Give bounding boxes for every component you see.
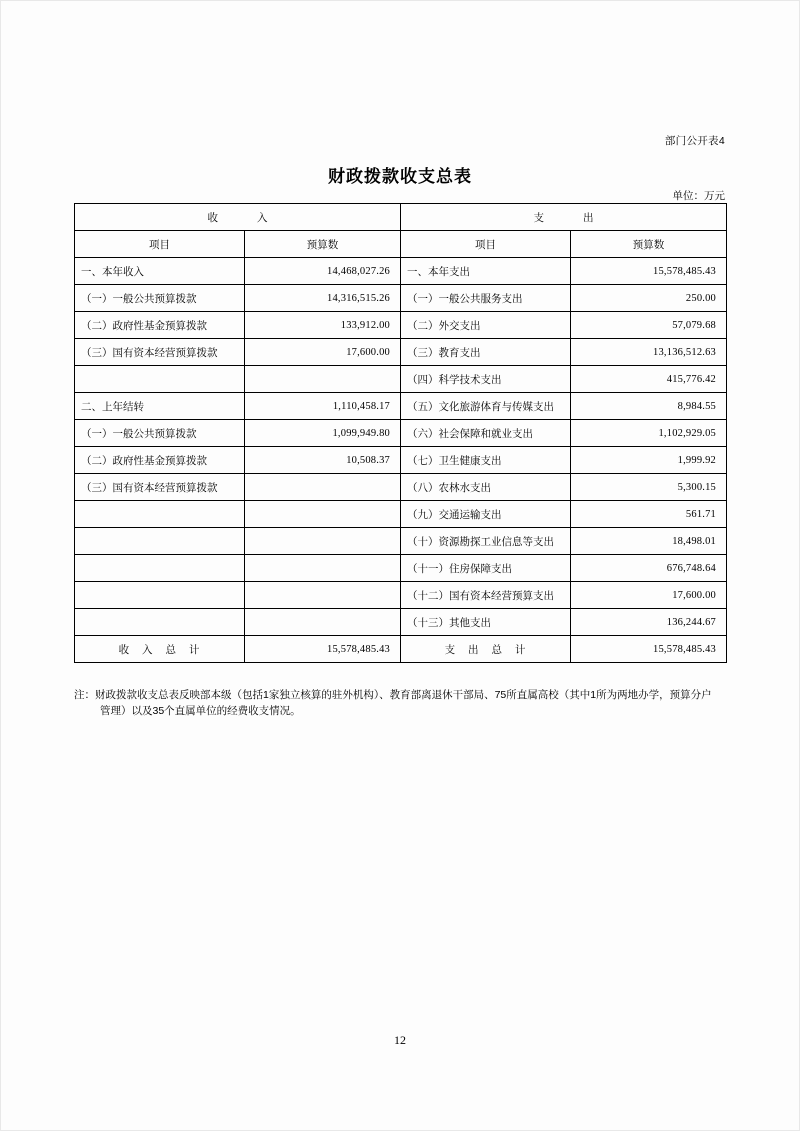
table-row <box>75 447 727 474</box>
note-line-1: 注：财政拨款收支总表反映部本级（包括1家独立核算的驻外机构）、教育部离退休干部局、75所直属高校（其中1所为两地办学，预算分户 <box>74 689 712 701</box>
income-value <box>245 501 401 528</box>
income-item: （二）政府性基金预算拨款 <box>75 312 245 339</box>
table-row <box>75 312 727 339</box>
expense-value: 57,079.68 <box>571 312 727 339</box>
table-row <box>75 366 727 393</box>
expense-item: （一）一般公共服务支出 <box>401 285 571 312</box>
income-total-label: 收 入 总 计 <box>75 636 245 663</box>
income-value: 133,912.00 <box>245 312 401 339</box>
expense-item: （三）教育支出 <box>401 339 571 366</box>
income-value: 10,508.37 <box>245 447 401 474</box>
expense-value: 15,578,485.43 <box>571 258 727 285</box>
table-row <box>75 609 727 636</box>
income-item: （三）国有资本经营预算拨款 <box>75 339 245 366</box>
column-header-income-item: 项目 <box>75 231 245 258</box>
expense-value: 17,600.00 <box>571 582 727 609</box>
income-value <box>245 474 401 501</box>
income-value: 14,468,027.26 <box>245 258 401 285</box>
income-item: （一）一般公共预算拨款 <box>75 420 245 447</box>
income-item <box>75 582 245 609</box>
income-item: 二、上年结转 <box>75 393 245 420</box>
column-header-income-value: 预算数 <box>245 231 401 258</box>
income-value: 17,600.00 <box>245 339 401 366</box>
table-row <box>75 528 727 555</box>
expense-item: （十三）其他支出 <box>401 609 571 636</box>
expense-value: 18,498.01 <box>571 528 727 555</box>
expense-value: 1,999.92 <box>571 447 727 474</box>
unit-label: 单位：万元 <box>672 190 725 202</box>
note-line-2: 管理）以及35个直属单位的经费收支情况。 <box>100 705 301 717</box>
income-value: 1,099,949.80 <box>245 420 401 447</box>
column-header-expense-item: 项目 <box>401 231 571 258</box>
income-value <box>245 555 401 582</box>
group-header-expense: 支 出 <box>401 204 727 231</box>
expense-value: 561.71 <box>571 501 727 528</box>
expense-value: 8,984.55 <box>571 393 727 420</box>
expense-item: （八）农林水支出 <box>401 474 571 501</box>
income-value <box>245 366 401 393</box>
group-header-income: 收 入 <box>75 204 401 231</box>
page-number: 12 <box>394 1033 406 1047</box>
income-value: 14,316,515.26 <box>245 285 401 312</box>
table-total-row <box>75 636 727 663</box>
table-row <box>75 393 727 420</box>
page-title: 财政拨款收支总表 <box>328 167 472 186</box>
table-note <box>74 687 734 719</box>
table-row <box>75 474 727 501</box>
expense-item: （十二）国有资本经营预算支出 <box>401 582 571 609</box>
expense-item: （六）社会保障和就业支出 <box>401 420 571 447</box>
expense-item: （九）交通运输支出 <box>401 501 571 528</box>
expense-item: （七）卫生健康支出 <box>401 447 571 474</box>
expense-item: （二）外交支出 <box>401 312 571 339</box>
expense-item: （四）科学技术支出 <box>401 366 571 393</box>
table-row <box>75 582 727 609</box>
income-item <box>75 366 245 393</box>
expense-value: 5,300.15 <box>571 474 727 501</box>
table-row <box>75 258 727 285</box>
table-group-header-row <box>75 204 727 231</box>
expense-item: 一、本年支出 <box>401 258 571 285</box>
income-item: （一）一般公共预算拨款 <box>75 285 245 312</box>
income-total-value: 15,578,485.43 <box>245 636 401 663</box>
financial-table <box>74 203 727 663</box>
expense-item: （十）资源勘探工业信息等支出 <box>401 528 571 555</box>
form-code-label: 部门公开表4 <box>664 135 725 147</box>
income-item <box>75 609 245 636</box>
table-row <box>75 501 727 528</box>
expense-value: 676,748.64 <box>571 555 727 582</box>
expense-value: 415,776.42 <box>571 366 727 393</box>
expense-item: （十一）住房保障支出 <box>401 555 571 582</box>
income-value <box>245 609 401 636</box>
income-item: （二）政府性基金预算拨款 <box>75 447 245 474</box>
income-value: 1,110,458.17 <box>245 393 401 420</box>
expense-total-label: 支 出 总 计 <box>401 636 571 663</box>
table-row <box>75 339 727 366</box>
income-item: 一、本年收入 <box>75 258 245 285</box>
expense-value: 13,136,512.63 <box>571 339 727 366</box>
expense-value: 136,244.67 <box>571 609 727 636</box>
table-row <box>75 420 727 447</box>
income-value <box>245 528 401 555</box>
table-row <box>75 285 727 312</box>
income-value <box>245 582 401 609</box>
income-item <box>75 555 245 582</box>
income-item <box>75 528 245 555</box>
expense-value: 1,102,929.05 <box>571 420 727 447</box>
expense-item: （五）文化旅游体育与传媒支出 <box>401 393 571 420</box>
expense-value: 250.00 <box>571 285 727 312</box>
income-item: （三）国有资本经营预算拨款 <box>75 474 245 501</box>
expense-total-value: 15,578,485.43 <box>571 636 727 663</box>
table-column-header-row <box>75 231 727 258</box>
column-header-expense-value: 预算数 <box>571 231 727 258</box>
income-item <box>75 501 245 528</box>
table-row <box>75 555 727 582</box>
